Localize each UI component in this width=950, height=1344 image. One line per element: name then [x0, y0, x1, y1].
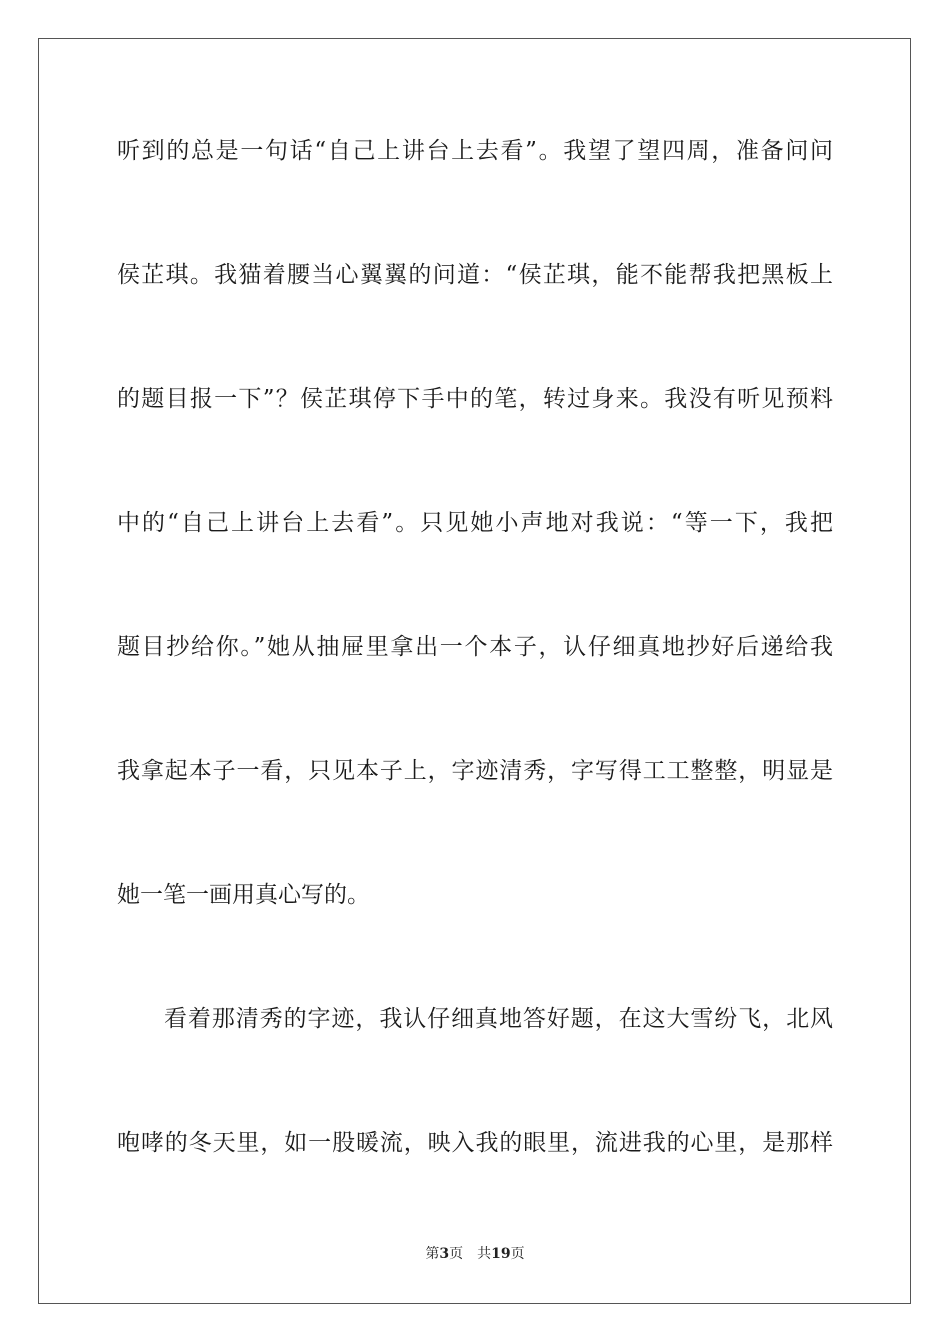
text-line-6: 我拿起本子一看，只见本子上，字迹清秀，字写得工工整整，明显是 [117, 758, 833, 784]
page-current: 3 [439, 1246, 450, 1262]
page-prefix: 第 [425, 1246, 440, 1262]
total-prefix: 共 [477, 1246, 492, 1262]
page-footer [0, 1244, 950, 1264]
page-suffix: 页 [449, 1246, 464, 1262]
total-suffix: 页 [510, 1246, 525, 1262]
page-border [38, 38, 911, 1304]
text-line-2: 侯芷琪。我猫着腰当心翼翼的问道：“侯芷琪，能不能帮我把黑板上 [117, 262, 833, 288]
page-total: 19 [491, 1246, 511, 1262]
text-line-5: 题目抄给你。”她从抽屉里拿出一个本子，认仔细真地抄好后递给我 [117, 634, 833, 660]
text-line-1: 听到的总是一句话“自己上讲台上去看”。我望了望四周，准备问问 [117, 138, 833, 164]
text-line-7: 她一笔一画用真心写的。 [117, 882, 370, 908]
text-line-3: 的题目报一下”？侯芷琪停下手中的笔，转过身来。我没有听见预料 [117, 386, 833, 412]
text-line-8: 看着那清秀的字迹，我认仔细真地答好题，在这大雪纷飞，北风 [164, 1006, 833, 1032]
text-line-4: 中的“自己上讲台上去看”。只见她小声地对我说：“等一下，我把 [117, 510, 833, 536]
text-line-9: 咆哮的冬天里，如一股暖流，映入我的眼里，流进我的心里，是那样 [117, 1130, 833, 1156]
